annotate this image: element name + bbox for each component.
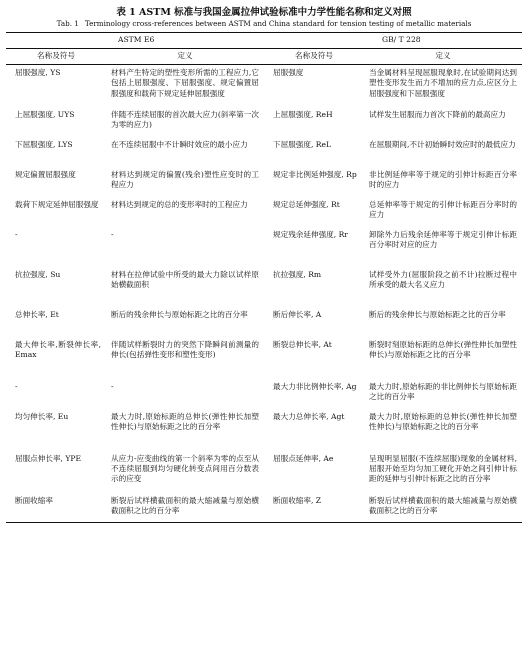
astm-name-cell: 均匀伸长率, Eu xyxy=(15,411,69,421)
astm-name-cell: 下屈服强度, LYS xyxy=(15,139,73,149)
gb-definition-cell: 在屈服期间,不计初始瞬时效应时的最低应力 xyxy=(369,139,516,149)
table-row xyxy=(6,379,522,409)
gb-definition-cell: 试样发生屈服而力首次下降前的最高应力 xyxy=(369,109,506,119)
astm-name-cell: 断面收缩率 xyxy=(6,493,106,523)
astm-definition-cell: 断裂后试样横截面积的最大缩减量与原始横截面积之比的百分率 xyxy=(106,493,264,523)
gb-definition-cell: 非比例延伸率等于规定的引伸计标距百分率时的应力 xyxy=(369,169,518,189)
table-row xyxy=(6,337,522,379)
standards-header-row xyxy=(6,33,522,49)
gb-definition-cell: 断裂后试样横截面积的最大缩减量与原始横截面积之比的百分率 xyxy=(364,493,522,523)
gb-name-cell: 断面收缩率, Z xyxy=(264,493,364,523)
terminology-table xyxy=(6,32,522,523)
gb-definition-cell: 断裂时刻原始标距的总伸长(弹性伸长加塑性伸长)与原始标距之比的百分率 xyxy=(369,339,518,359)
astm-definition-cell: 材料产生特定的塑性变形所需的工程应力,它包括上屈服强度、下屈服强度、规定偏置屈服强度和载荷下规定延伸屈服强度 xyxy=(111,68,260,98)
gb-name-cell: 抗拉强度, Rm xyxy=(273,269,322,279)
table-row xyxy=(6,227,522,267)
astm-name-cell: 抗拉强度, Su xyxy=(15,269,61,279)
table-row xyxy=(6,167,522,197)
gb-name-cell: 最大力总伸长率, Agt xyxy=(273,411,345,421)
column-header-gb-name: 名称及符号 xyxy=(264,49,364,65)
gb-name-cell: 屈服点延伸率, Ae xyxy=(273,453,334,463)
astm-name-cell: 总伸长率, Et xyxy=(15,309,59,319)
table-row xyxy=(6,107,522,137)
gb-definition-cell: 当金属材料呈现屈服现象时,在试验期间达到塑性变形发生而力不增加的应力点,应区分上屈服强度和下屈服强度 xyxy=(369,68,518,98)
table-caption-en xyxy=(6,19,522,29)
table-row xyxy=(6,409,522,451)
gb-name-cell: 规定残余延伸强度, Rr xyxy=(273,229,348,239)
table-caption-cn: 表 1 ASTM 标准与我国金属拉伸试验标准中力学性能名称和定义对照 xyxy=(116,7,412,18)
astm-name-cell: 最大伸长率,断裂伸长率, Emax xyxy=(15,339,101,359)
astm-definition-cell: 材料达到规定的偏置(残余)塑性应变时的工程应力 xyxy=(111,169,260,189)
astm-name-cell: - xyxy=(15,229,18,239)
gb-name-cell: 下屈服强度, ReL xyxy=(273,139,332,149)
table-row xyxy=(6,307,522,337)
gb-name-cell: 断后伸长率, A xyxy=(273,309,322,319)
table-row xyxy=(6,197,522,227)
gb-name-cell: 规定非比例延伸强度, Rp xyxy=(273,169,357,179)
table-caption-en-label: Tab. 1 xyxy=(56,19,79,28)
astm-definition-cell: - xyxy=(111,381,114,391)
astm-name-cell: 上屈服强度, UYS xyxy=(15,109,75,119)
table-body xyxy=(6,65,522,523)
astm-definition-cell: - xyxy=(111,229,114,239)
astm-definition-cell: 从应力-应变曲线的第一个斜率为零的点至从不连续屈服到均匀硬化转变点间用百分数表示的应变 xyxy=(111,453,260,484)
gb-name-cell: 屈服强度 xyxy=(273,68,304,77)
column-header-astm-name: 名称及符号 xyxy=(6,49,106,65)
gb-name-cell: 断裂总伸长率, At xyxy=(273,339,332,349)
table-caption-en-text: Terminology cross-references between ASTM and China standard for tension testing of metallic materials xyxy=(84,19,472,28)
standard-astm-header: ASTM E6 xyxy=(6,33,264,49)
gb-definition-cell: 最大力时,原始标距的非比例伸长与原始标距之比的百分率 xyxy=(369,381,518,401)
gb-definition-cell: 试样受外力(屈服阶段之前不计)拉断过程中所承受的最大名义应力 xyxy=(369,269,518,289)
astm-definition-cell: 材料达到规定的总的变形率时的工程应力 xyxy=(111,199,248,209)
column-header-row xyxy=(6,49,522,65)
astm-definition-cell: 伴随不连续屈服的首次最大应力(斜率第一次为零的应力) xyxy=(111,109,260,129)
gb-name-cell: 规定总延伸强度, Rt xyxy=(273,199,340,209)
astm-definition-cell: 最大力时,原始标距的总伸长(弹性伸长加塑性伸长)与原始标距之比的百分率 xyxy=(111,411,260,431)
astm-name-cell: 屈服强度, YS xyxy=(15,68,61,77)
table-row xyxy=(6,451,522,493)
table-row xyxy=(6,267,522,307)
astm-name-cell: 屈服点伸长率, YPE xyxy=(15,453,82,463)
table-row xyxy=(6,137,522,167)
astm-definition-cell: 伴随试样断裂时力的突然下降瞬间前测量的伸长(包括弹性变形和塑性变形) xyxy=(111,339,260,359)
gb-definition-cell: 最大力时,原始标距的总伸长(弹性伸长加塑性伸长)与原始标距之比的百分率 xyxy=(369,411,518,431)
astm-name-cell: 载荷下规定延伸屈服强度 xyxy=(15,199,99,209)
gb-definition-cell: 断后的残余伸长与原始标距之比的百分率 xyxy=(369,309,506,319)
column-header-astm-definition: 定义 xyxy=(106,49,264,65)
astm-name-cell: - xyxy=(15,381,18,391)
gb-definition-cell: 总延伸率等于规定的引伸计标距百分率时的应力 xyxy=(369,199,518,219)
astm-definition-cell: 在不连续屈服中不计瞬时效应的最小应力 xyxy=(111,139,248,149)
gb-name-cell: 上屈服强度, ReH xyxy=(273,109,333,119)
gb-definition-cell: 呈现明显屈服(不连续屈服)现象的金属材料,屈服开始至均匀加工硬化开始之间引伸计标距的延伸与引伸计标距之比的百分率 xyxy=(369,453,518,484)
table-row xyxy=(6,493,522,523)
gb-definition-cell: 卸除外力后残余延伸率等于规定引伸计标距百分率时对应的应力 xyxy=(369,229,518,249)
standard-gb-header: GB/ T 228 xyxy=(264,33,522,49)
table-row xyxy=(6,65,522,107)
gb-name-cell: 最大力非比例伸长率, Ag xyxy=(273,381,357,391)
column-header-gb-definition: 定义 xyxy=(364,49,522,65)
astm-definition-cell: 材料在拉伸试验中所受的最大力除以试样原始横截面积 xyxy=(111,269,260,289)
astm-definition-cell: 断后的残余伸长与原始标距之比的百分率 xyxy=(111,309,248,319)
astm-name-cell: 规定偏置屈服强度 xyxy=(15,169,76,179)
